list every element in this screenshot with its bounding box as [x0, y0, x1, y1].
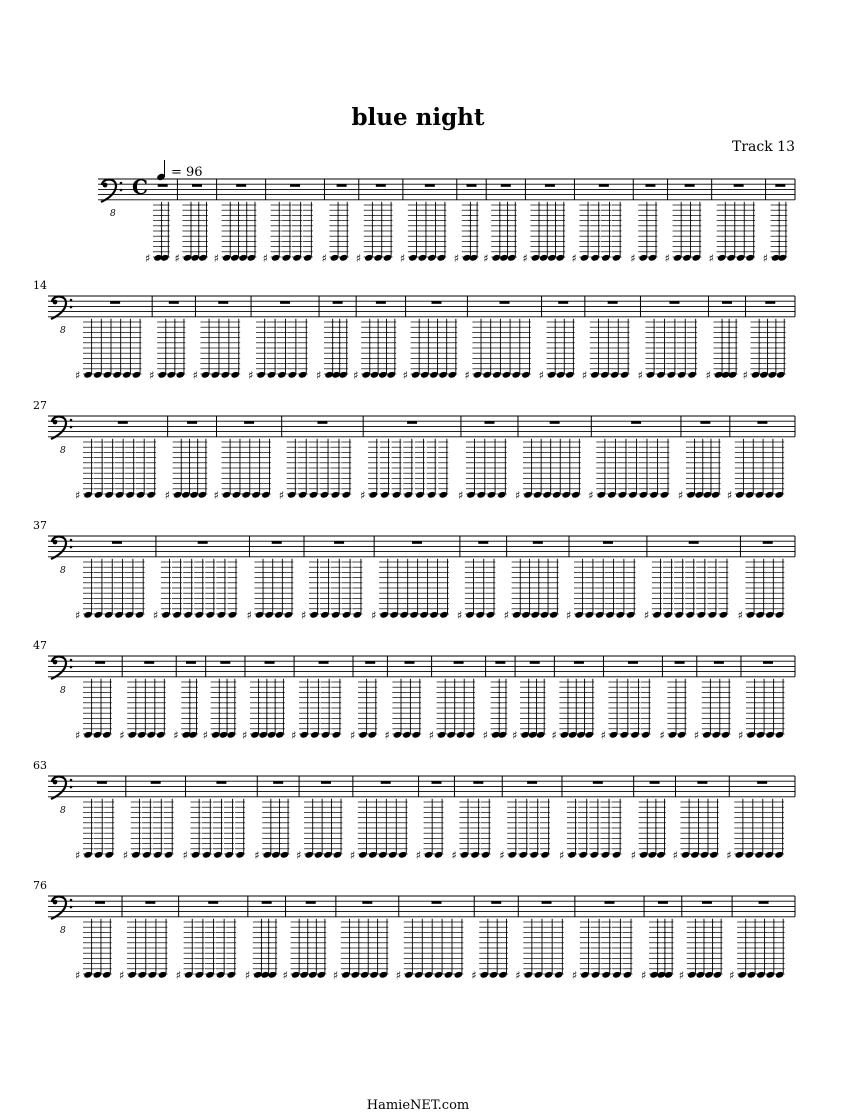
rest-mark	[765, 301, 775, 304]
sharp-icon: ♯	[149, 369, 154, 382]
rest-mark	[700, 421, 710, 424]
rest-mark	[321, 781, 331, 784]
sharp-icon: ♯	[119, 969, 124, 982]
sharp-icon: ♯	[371, 609, 376, 622]
sharp-icon: ♯	[705, 369, 710, 382]
rest-mark	[550, 421, 560, 424]
rest-mark	[280, 301, 290, 304]
rest-mark	[467, 184, 477, 187]
sharp-icon: ♯	[254, 849, 259, 862]
octave-marker: 8	[60, 806, 66, 816]
sharp-icon: ♯	[738, 729, 743, 742]
rest-mark	[144, 661, 154, 664]
rest-mark	[376, 301, 386, 304]
rest-mark	[689, 541, 699, 544]
measure-number: 47	[33, 639, 47, 652]
sharp-icon: ♯	[515, 969, 520, 982]
sharp-icon: ♯	[214, 252, 219, 265]
clef-dot-upper	[70, 539, 73, 542]
sharp-icon: ♯	[464, 369, 469, 382]
sharp-icon: ♯	[679, 969, 684, 982]
rest-mark	[112, 541, 122, 544]
sharp-icon: ♯	[263, 252, 268, 265]
bass-clef-icon	[51, 657, 66, 680]
sharp-icon: ♯	[350, 849, 355, 862]
sharp-icon: ♯	[165, 489, 170, 502]
rest-mark	[628, 661, 638, 664]
octave-marker: 8	[110, 209, 116, 219]
rest-mark	[702, 901, 712, 904]
rest-mark	[198, 541, 208, 544]
staff-system	[98, 175, 795, 265]
sharp-icon: ♯	[458, 489, 463, 502]
sharp-icon: ♯	[539, 369, 544, 382]
rest-mark	[645, 184, 655, 187]
sharp-icon: ♯	[174, 252, 179, 265]
sharp-icon: ♯	[659, 729, 664, 742]
rest-mark	[404, 661, 414, 664]
sharp-icon: ♯	[429, 729, 434, 742]
rest-mark	[362, 901, 372, 904]
rest-mark	[473, 781, 483, 784]
rest-mark	[95, 661, 105, 664]
rest-mark	[95, 901, 105, 904]
octave-marker: 8	[60, 926, 66, 936]
sharp-icon: ♯	[631, 849, 636, 862]
sharp-icon: ♯	[75, 729, 80, 742]
sharp-icon: ♯	[551, 729, 556, 742]
measure-number: 76	[33, 879, 47, 892]
sharp-icon: ♯	[119, 729, 124, 742]
sharp-icon: ♯	[75, 369, 80, 382]
rest-mark	[763, 541, 773, 544]
octave-marker: 8	[60, 686, 66, 696]
clef-dot-lower	[70, 546, 73, 549]
rest-mark	[425, 184, 435, 187]
sharp-icon: ♯	[403, 369, 408, 382]
rest-mark	[757, 781, 767, 784]
bass-clef-icon	[51, 897, 66, 920]
clef-dot-lower	[120, 189, 123, 192]
rest-mark	[145, 901, 155, 904]
rest-mark	[775, 184, 785, 187]
sharp-icon: ♯	[737, 609, 742, 622]
sharp-icon: ♯	[483, 729, 488, 742]
octave-marker: 8	[60, 566, 66, 576]
sharp-icon: ♯	[203, 729, 208, 742]
bass-clef-dot	[53, 780, 58, 785]
rest-mark	[478, 541, 488, 544]
sharp-icon: ♯	[673, 849, 678, 862]
sharp-icon: ♯	[499, 849, 504, 862]
bass-clef-dot	[53, 540, 58, 545]
rest-mark	[593, 781, 603, 784]
rest-mark	[262, 901, 272, 904]
sharp-icon: ♯	[471, 969, 476, 982]
sharp-icon: ♯	[283, 969, 288, 982]
rest-mark	[381, 781, 391, 784]
sharp-icon: ♯	[454, 252, 459, 265]
rest-mark	[763, 661, 773, 664]
bass-clef-icon	[51, 417, 66, 440]
rest-mark	[365, 661, 375, 664]
rest-mark	[376, 184, 386, 187]
rest-mark	[495, 661, 505, 664]
staff-system	[33, 399, 795, 502]
sharp-icon: ♯	[600, 729, 605, 742]
sharp-icon: ♯	[145, 252, 150, 265]
sharp-icon: ♯	[637, 369, 642, 382]
rest-mark	[599, 184, 609, 187]
sharp-icon: ♯	[279, 489, 284, 502]
rest-mark	[714, 661, 724, 664]
rest-mark	[685, 184, 695, 187]
sharp-icon: ♯	[559, 849, 564, 862]
rest-mark	[220, 661, 230, 664]
sharp-icon: ♯	[396, 969, 401, 982]
sharp-icon: ♯	[630, 252, 635, 265]
sharp-icon: ♯	[726, 849, 731, 862]
rest-mark	[658, 901, 668, 904]
sharp-icon: ♯	[457, 609, 462, 622]
rest-mark	[192, 184, 202, 187]
measure-number: 37	[33, 519, 47, 532]
rest-mark	[574, 661, 584, 664]
bass-clef-dot	[53, 660, 58, 665]
rest-mark	[533, 541, 543, 544]
rest-mark	[603, 541, 613, 544]
rest-mark	[734, 184, 744, 187]
sharp-icon: ♯	[246, 609, 251, 622]
rest-mark	[158, 184, 168, 187]
sharp-icon: ♯	[678, 489, 683, 502]
sharp-icon: ♯	[75, 969, 80, 982]
rest-mark	[317, 421, 327, 424]
measure-number: 63	[33, 759, 47, 772]
sharp-icon: ♯	[512, 729, 517, 742]
sharp-icon: ♯	[75, 489, 80, 502]
rest-mark	[244, 421, 254, 424]
sharp-icon: ♯	[743, 369, 748, 382]
bass-clef-icon	[51, 297, 66, 320]
measure-number: 27	[33, 399, 47, 412]
sharp-icon: ♯	[451, 849, 456, 862]
sharp-icon: ♯	[75, 609, 80, 622]
rest-mark	[151, 781, 161, 784]
rest-mark	[432, 301, 442, 304]
rest-mark	[407, 421, 417, 424]
rest-mark	[236, 184, 246, 187]
staff-system	[33, 759, 795, 862]
staff-system	[33, 879, 795, 982]
clef-dot-upper	[70, 299, 73, 302]
rest-mark	[484, 421, 494, 424]
sharp-icon: ♯	[301, 609, 306, 622]
sharp-icon: ♯	[360, 489, 365, 502]
sharp-icon: ♯	[192, 369, 197, 382]
rest-mark	[499, 301, 509, 304]
clef-dot-lower	[70, 906, 73, 909]
sharp-icon: ♯	[522, 252, 527, 265]
rest-mark	[432, 901, 442, 904]
rest-mark	[216, 781, 226, 784]
sharp-icon: ♯	[248, 369, 253, 382]
sharp-icon: ♯	[515, 489, 520, 502]
sharp-icon: ♯	[727, 489, 732, 502]
clef-dot-upper	[70, 659, 73, 662]
track-label: Track 13	[732, 139, 795, 155]
sharp-icon: ♯	[384, 729, 389, 742]
rest-mark	[650, 781, 660, 784]
tempo-value: = 96	[171, 165, 203, 180]
sharp-icon: ♯	[333, 969, 338, 982]
sharp-icon: ♯	[763, 252, 768, 265]
sharp-icon: ♯	[644, 609, 649, 622]
sharp-icon: ♯	[75, 849, 80, 862]
sharp-icon: ♯	[353, 369, 358, 382]
staff-system	[33, 639, 795, 742]
sharp-icon: ♯	[571, 252, 576, 265]
rest-mark	[432, 781, 442, 784]
clef-dot-upper	[70, 899, 73, 902]
rest-mark	[97, 781, 107, 784]
rest-mark	[697, 781, 707, 784]
rest-mark	[337, 184, 347, 187]
sharp-icon: ♯	[356, 252, 361, 265]
rest-mark	[722, 301, 732, 304]
rest-mark	[675, 661, 685, 664]
bass-clef-icon	[51, 777, 66, 800]
sharp-icon: ♯	[483, 252, 488, 265]
clef-dot-lower	[70, 426, 73, 429]
staff-system	[33, 519, 795, 622]
rest-mark	[491, 901, 501, 904]
sharp-icon: ♯	[123, 849, 128, 862]
rest-mark	[110, 301, 120, 304]
sharp-icon: ♯	[588, 489, 593, 502]
rest-mark	[319, 661, 329, 664]
clef-dot-lower	[70, 786, 73, 789]
measure-number: 14	[33, 279, 47, 292]
rest-mark	[545, 184, 555, 187]
score-title: blue night	[0, 104, 836, 131]
rest-mark	[273, 781, 283, 784]
rest-mark	[454, 661, 464, 664]
sharp-icon: ♯	[296, 849, 301, 862]
staff-system	[33, 279, 795, 382]
sharp-icon: ♯	[183, 849, 188, 862]
rest-mark	[527, 781, 537, 784]
bass-clef-dot	[103, 183, 108, 188]
sharp-icon: ♯	[350, 729, 355, 742]
rest-mark	[187, 421, 197, 424]
sharp-icon: ♯	[245, 969, 250, 982]
rest-mark	[218, 301, 228, 304]
bass-clef-icon	[101, 180, 116, 203]
sharp-icon: ♯	[316, 369, 321, 382]
sharp-icon: ♯	[416, 849, 421, 862]
rest-mark	[334, 541, 344, 544]
sharp-icon: ♯	[641, 969, 646, 982]
sharp-icon: ♯	[566, 609, 571, 622]
sharp-icon: ♯	[291, 729, 296, 742]
rest-mark	[169, 301, 179, 304]
sharp-icon: ♯	[572, 969, 577, 982]
rest-mark	[558, 301, 568, 304]
sharp-icon: ♯	[400, 252, 405, 265]
sharp-icon: ♯	[504, 609, 509, 622]
clef-dot-lower	[70, 306, 73, 309]
sharp-icon: ♯	[214, 489, 219, 502]
rest-mark	[306, 901, 316, 904]
rest-mark	[412, 541, 422, 544]
octave-marker: 8	[60, 326, 66, 336]
sharp-icon: ♯	[153, 609, 158, 622]
rest-mark	[333, 301, 343, 304]
sharp-icon: ♯	[709, 252, 714, 265]
rest-mark	[265, 661, 275, 664]
bass-clef-dot	[53, 900, 58, 905]
clef-dot-upper	[70, 419, 73, 422]
sharp-icon: ♯	[321, 252, 326, 265]
octave-marker: 8	[60, 446, 66, 456]
rest-mark	[530, 661, 540, 664]
bass-clef-icon	[51, 537, 66, 560]
rest-mark	[208, 901, 218, 904]
rest-mark	[669, 301, 679, 304]
rest-mark	[501, 184, 511, 187]
clef-dot-lower	[70, 666, 73, 669]
bass-clef-dot	[53, 300, 58, 305]
rest-mark	[186, 661, 196, 664]
clef-dot-upper	[120, 182, 123, 185]
clef-dot-upper	[70, 779, 73, 782]
bass-clef-dot	[53, 420, 58, 425]
rest-mark	[272, 541, 282, 544]
sharp-icon: ♯	[176, 969, 181, 982]
sharp-icon: ♯	[173, 729, 178, 742]
rest-mark	[542, 901, 552, 904]
rest-mark	[118, 421, 128, 424]
rest-mark	[757, 421, 767, 424]
sharp-icon: ♯	[694, 729, 699, 742]
sharp-icon: ♯	[665, 252, 670, 265]
time-signature: C	[132, 175, 148, 199]
sharp-icon: ♯	[582, 369, 587, 382]
rest-mark	[290, 184, 300, 187]
rest-mark	[608, 301, 618, 304]
rest-mark	[631, 421, 641, 424]
rest-mark	[604, 901, 614, 904]
sharp-icon: ♯	[242, 729, 247, 742]
